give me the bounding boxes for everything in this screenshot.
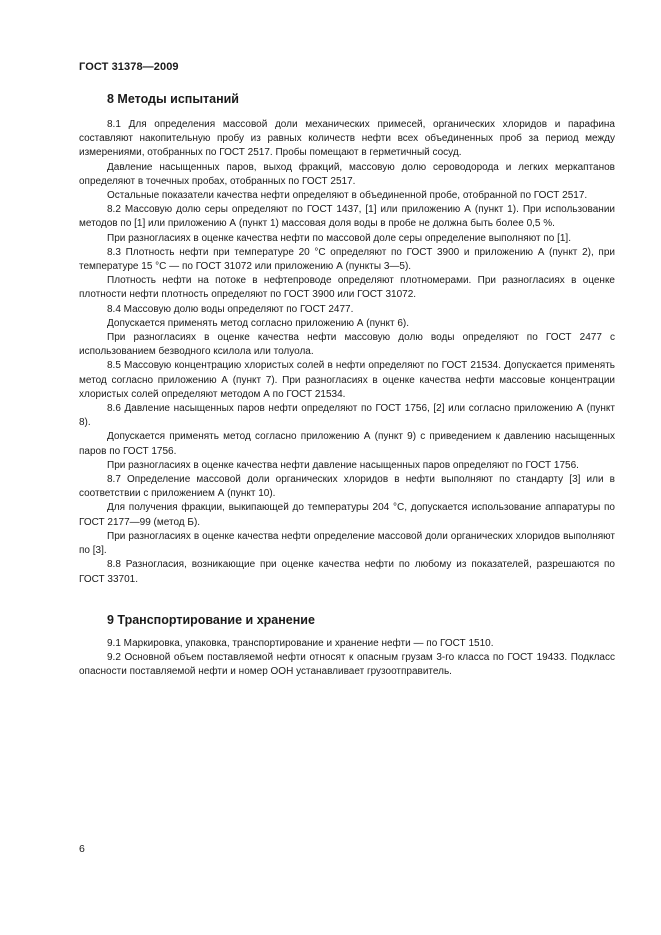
paragraph: 9.2 Основной объем поставляемой нефти относят к опасным грузам 3-го класса по ГОСТ 19433. Подкласс опасности поставляемой нефти и номер ООН устанавливает грузоотправитель.	[79, 652, 615, 678]
paragraph: 8.5 Массовую концентрацию хлористых солей в нефти определяют по ГОСТ 21534. Допускается применять метод согласно приложению А (пункт 7). При разногласиях в оценке качества нефти массовые концентрации хлористых солей определяют методом А по ГОСТ 21534.	[79, 360, 615, 400]
paragraph: 8.3 Плотность нефти при температуре 20 °С определяют по ГОСТ 3900 и приложению А (пункт 2), при температуре 15 °С — по ГОСТ 31072 или приложению А (пункты 3—5).	[79, 246, 615, 273]
paragraph: Для получения фракции, выкипающей до температуры 204 °С, допускается использование аппаратуры по ГОСТ 2177—99 (метод Б).	[79, 502, 615, 528]
paragraph: 8.2 Массовую долю серы определяют по ГОСТ 1437, [1] или приложению А (пункт 1). При использовании методов по [1] или приложению А (пункт 1) массовая доля воды в пробе не должна быть более 0,5 %.	[79, 204, 615, 230]
paragraph: При разногласиях в оценке качества нефти определение массовой доли органических хлоридов выполняют по [3].	[79, 530, 615, 557]
paragraph: При разногласиях в оценке качества нефти по массовой доле серы определение выполняют по [1].	[107, 232, 571, 244]
paragraph: Допускается применять метод согласно приложению А (пункт 6).	[107, 317, 410, 329]
paragraph: Остальные показатели качества нефти определяют в объединенной пробе, отобранной по ГОСТ 2517.	[107, 190, 588, 202]
section-9-title: 9 Транспортирование и хранение	[107, 613, 315, 627]
paragraph: Давление насыщенных паров, выход фракций, массовую долю сероводорода и легких меркаптанов определяют в точечных пробах, отобранных по ГОСТ 2517.	[79, 161, 615, 187]
section-8-body	[79, 118, 615, 587]
paragraph: 8.4 Массовую долю воды определяют по ГОСТ 2477.	[107, 303, 354, 315]
paragraph: 8.6 Давление насыщенных паров нефти определяют по ГОСТ 1756, [2] или согласно приложению А (пункт 8).	[79, 403, 615, 429]
paragraph: При разногласиях в оценке качества нефти массовую долю воды определяют по ГОСТ 2477 с использованием безводного ксилола или толуола.	[79, 332, 615, 358]
paragraph: Плотность нефти на потоке в нефтепроводе определяют плотномерами. При разногласиях в оценке плотности нефти плотность определяют по ГОСТ 3900 или ГОСТ 31072.	[79, 275, 615, 301]
paragraph: 8.7 Определение массовой доли органических хлоридов в нефти выполняют по стандарту [3] или в соответствии с приложением А (пункт 10).	[79, 474, 615, 500]
paragraph: 8.8 Разногласия, возникающие при оценке качества нефти по любому из показателей, разрешаются по ГОСТ 33701.	[79, 559, 615, 585]
section-9-body	[79, 637, 615, 680]
document-code-header: ГОСТ 31378—2009	[79, 61, 179, 73]
paragraph: Допускается применять метод согласно приложению А (пункт 9) с приведением к давлению насыщенных паров по ГОСТ 1756.	[79, 431, 615, 457]
paragraph: 9.1 Маркировка, упаковка, транспортирование и хранение нефти — по ГОСТ 1510.	[107, 638, 494, 649]
paragraph: При разногласиях в оценке качества нефти давление насыщенных паров определяют по ГОСТ 1756.	[107, 459, 579, 471]
paragraph: 8.1 Для определения массовой доли механических примесей, органических хлоридов и парафина составляют накопительную пробу из равных количеств нефти всех объединенных проб за период между измерениями, отобранных по ГОСТ 2517. Пробы помещают в герметичный сосуд.	[79, 119, 615, 159]
section-8-title: 8 Методы испытаний	[107, 92, 239, 106]
page-number: 6	[79, 843, 85, 855]
